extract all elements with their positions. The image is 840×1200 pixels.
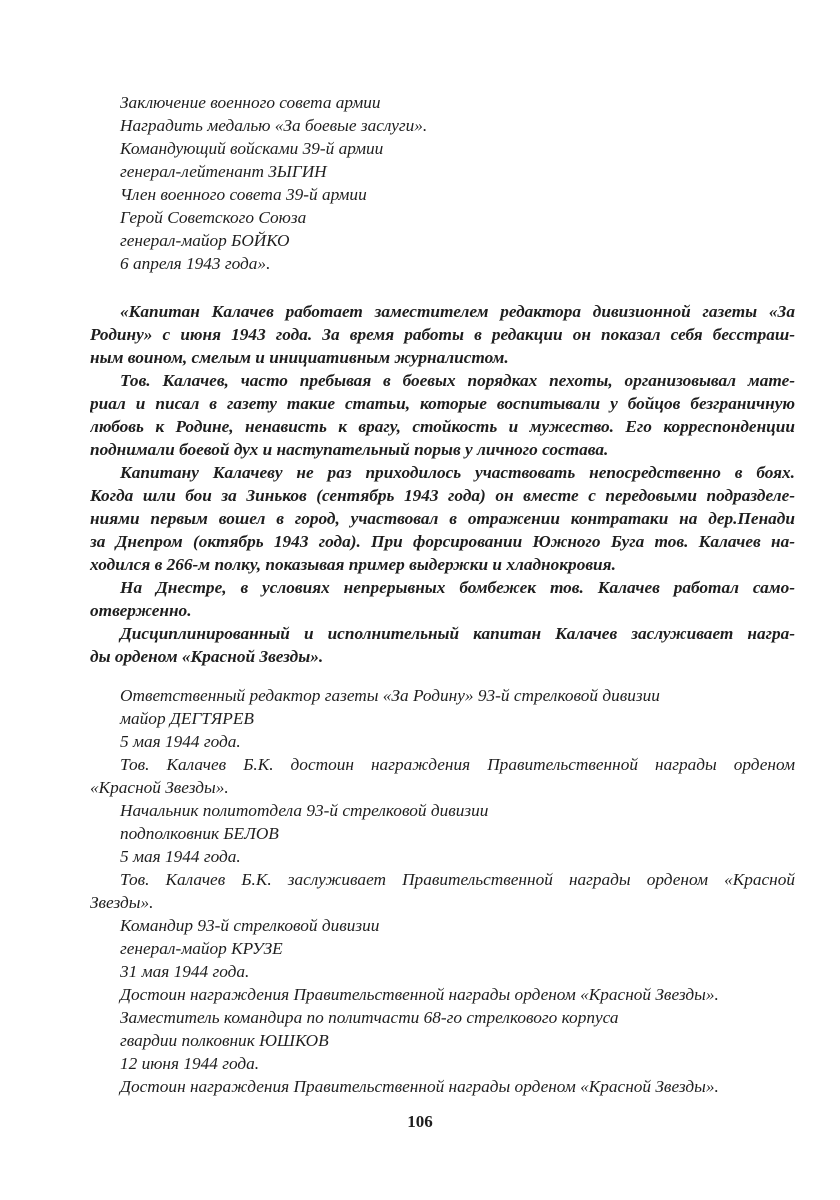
text-line: Герой Советского Союза: [120, 208, 307, 227]
text-line: Командир 93-й стрелковой дивизии: [120, 916, 380, 935]
page-number: 106: [407, 1112, 433, 1131]
text-line: ходился в 266-м полку, показывая пример выдержки и хладнокровия.: [90, 555, 616, 574]
text-line: генерал-майор КРУЗЕ: [120, 939, 283, 958]
text-line: 6 апреля 1943 года».: [120, 254, 271, 273]
text-line: Заключение военного совета армии: [120, 93, 381, 112]
text-line: Тов. Калачев, часто пребывая в боевых порядках пехоты, организовывал мате-: [120, 371, 795, 390]
text-line: На Днестре, в условиях непрерывных бомбежек тов. Калачев работал само-: [120, 578, 795, 597]
text-line: Тов. Калачев Б.К. заслуживает Правительственной награды орденом «Красной: [120, 870, 795, 889]
text-line: Достоин награждения Правительственной награды орденом «Красной Звезды».: [120, 985, 719, 1004]
text-line: 5 мая 1944 года.: [120, 847, 241, 866]
signatures-block: [90, 684, 795, 1098]
text-line: Родину» с июня 1943 года. За время работы в редакции он показал себя бесстраш-: [90, 325, 795, 344]
text-line: поднимали боевой дух и наступательный порыв у личного состава.: [90, 440, 609, 459]
text-line: гвардии полковник ЮШКОВ: [120, 1031, 329, 1050]
military-council-conclusion: [90, 91, 795, 275]
award-recommendation-text: [90, 300, 795, 668]
text-line: подполковник БЕЛОВ: [120, 824, 279, 843]
text-line: Заместитель командира по политчасти 68-го стрелкового корпуса: [120, 1008, 619, 1027]
text-line: любовь к Родине, ненависть к врагу, стойкость и мужество. Его корреспонденции: [90, 417, 795, 436]
text-line: Командующий войсками 39-й армии: [120, 139, 384, 158]
text-line: Звезды».: [90, 893, 154, 912]
text-line: 5 мая 1944 года.: [120, 732, 241, 751]
text-line: ды орденом «Красной Звезды».: [90, 647, 324, 666]
text-line: ным воином, смелым и инициативным журналистом.: [90, 348, 509, 367]
text-line: майор ДЕГТЯРЕВ: [120, 709, 254, 728]
text-line: «Капитан Калачев работает заместителем редактора дивизионной газеты «За: [120, 302, 795, 321]
text-line: риал и писал в газету такие статьи, которые воспитывали у бойцов безграничную: [90, 394, 795, 413]
text-line: Когда шли бои за Зиньков (сентябрь 1943 года) он вместе с передовыми подразделе-: [90, 486, 795, 505]
text-line: Ответственный редактор газеты «За Родину» 93-й стрелковой дивизии: [120, 686, 660, 705]
text-line: ниями первым вошел в город, участвовал в отражении контратаки на дер.Пенади: [90, 509, 795, 528]
text-line: генерал-лейтенант ЗЫГИН: [120, 162, 327, 181]
text-line: Достоин награждения Правительственной награды орденом «Красной Звезды».: [120, 1077, 719, 1096]
text-line: Дисциплинированный и исполнительный капитан Калачев заслуживает награ-: [120, 624, 795, 643]
text-line: Наградить медалью «За боевые заслуги».: [120, 116, 428, 135]
text-line: генерал-майор БОЙКО: [120, 231, 290, 250]
text-line: за Днепром (октябрь 1943 года). При форсировании Южного Буга тов. Калачев на-: [90, 532, 795, 551]
text-line: «Красной Звезды».: [90, 778, 229, 797]
text-line: отверженно.: [90, 601, 192, 620]
text-line: Начальник политотдела 93-й стрелковой дивизии: [120, 801, 489, 820]
text-line: Тов. Калачев Б.К. достоин награждения Правительственной награды орденом: [120, 755, 795, 774]
text-line: 31 мая 1944 года.: [120, 962, 250, 981]
text-line: 12 июня 1944 года.: [120, 1054, 260, 1073]
text-line: Член военного совета 39-й армии: [120, 185, 367, 204]
text-line: Капитану Калачеву не раз приходилось участвовать непосредственно в боях.: [120, 463, 795, 482]
